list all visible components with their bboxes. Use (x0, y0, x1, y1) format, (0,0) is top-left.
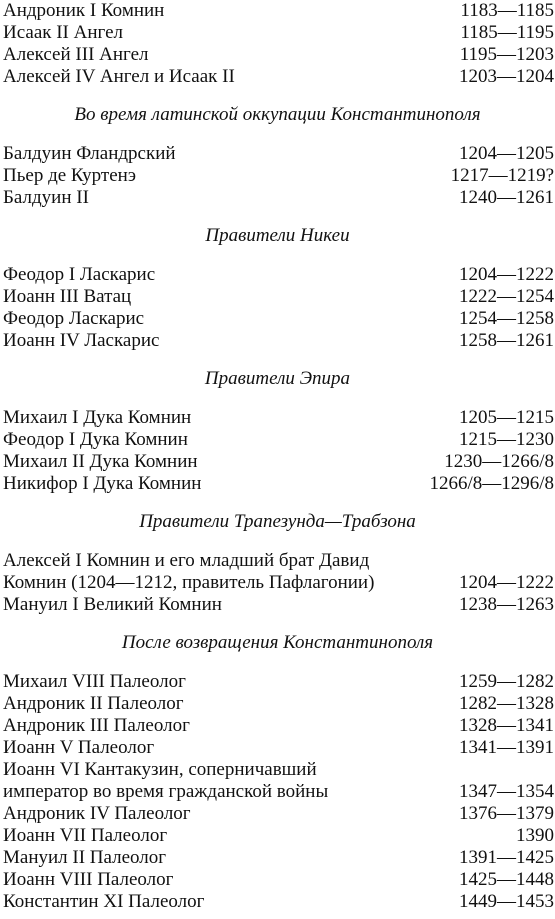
ruler-years: 1391—1425 (459, 847, 554, 868)
ruler-row (0, 451, 555, 473)
ruler-years: 1230—1266/8 (444, 451, 554, 472)
section-heading: Правители Трапезунда—Трабзона (139, 511, 416, 532)
ruler-name: Балдуин II (3, 187, 89, 208)
ruler-name: Иоанн VI Кантакузин, соперничавший (3, 759, 317, 780)
ruler-years: 1328—1341 (459, 715, 554, 736)
ruler-row (0, 165, 555, 187)
ruler-name: Комнин (1204—1212, правитель Пафлагонии) (3, 572, 375, 593)
ruler-name: Феодор I Дука Комнин (3, 429, 188, 450)
ruler-years: 1282—1328 (459, 693, 554, 714)
section-heading: Правители Эпира (204, 368, 351, 389)
ruler-row (0, 594, 555, 616)
ruler-row (0, 550, 555, 572)
ruler-row (0, 407, 555, 429)
ruler-name: Алексей IV Ангел и Исаак II (3, 66, 235, 87)
ruler-name: Исаак II Ангел (3, 22, 123, 43)
ruler-row (0, 737, 555, 759)
ruler-name: Михаил VIII Палеолог (3, 671, 186, 692)
ruler-years: 1185—1195 (460, 22, 554, 43)
section-latin-occupation (0, 143, 555, 209)
ruler-name: Андроник II Палеолог (3, 693, 184, 714)
ruler-years: 1222—1254 (459, 286, 554, 307)
ruler-name: Константин XI Палеолог (3, 891, 205, 912)
ruler-row (0, 825, 555, 847)
ruler-row (0, 715, 555, 737)
section-nicaea (0, 264, 555, 352)
ruler-name: Мануил I Великий Комнин (3, 594, 222, 615)
ruler-row (0, 473, 555, 495)
ruler-row (0, 264, 555, 286)
section-heading: Во время латинской оккупации Константинополя (74, 104, 481, 125)
ruler-name: Никифор I Дука Комнин (3, 473, 202, 494)
ruler-years: 1376—1379 (459, 803, 554, 824)
ruler-years: 1217—1219? (450, 165, 554, 186)
ruler-row (0, 0, 555, 22)
ruler-name: Михаил II Дука Комнин (3, 451, 198, 472)
ruler-name: Феодор I Ласкарис (3, 264, 156, 285)
ruler-row (0, 572, 555, 594)
ruler-name: Андроник IV Палеолог (3, 803, 191, 824)
ruler-row (0, 66, 555, 88)
ruler-years: 1390 (516, 825, 554, 846)
ruler-years: 1204—1205 (459, 143, 554, 164)
ruler-years: 1215—1230 (459, 429, 554, 450)
ruler-row (0, 22, 555, 44)
ruler-name: Иоанн VIII Палеолог (3, 869, 174, 890)
section-restoration (0, 671, 555, 913)
ruler-row (0, 330, 555, 352)
ruler-years: 1204—1222 (459, 264, 554, 285)
ruler-name: Пьер де Куртенэ (3, 165, 136, 186)
ruler-row (0, 308, 555, 330)
ruler-row (0, 187, 555, 209)
ruler-row (0, 781, 555, 803)
ruler-years: 1204—1222 (459, 572, 554, 593)
ruler-name: Мануил II Палеолог (3, 847, 167, 868)
ruler-years: 1254—1258 (459, 308, 554, 329)
ruler-name: Андроник I Комнин (3, 0, 165, 21)
section-continuation (0, 0, 555, 88)
ruler-name: Феодор Ласкарис (3, 308, 145, 329)
ruler-row (0, 803, 555, 825)
ruler-row (0, 759, 555, 781)
section-heading: Правители Никеи (205, 225, 350, 246)
ruler-row (0, 671, 555, 693)
ruler-row (0, 869, 555, 891)
section-epirus (0, 407, 555, 495)
ruler-row (0, 847, 555, 869)
ruler-years: 1195—1203 (459, 44, 554, 65)
ruler-years: 1266/8—1296/8 (429, 473, 554, 494)
ruler-name: Михаил I Дука Комнин (3, 407, 192, 428)
ruler-name: Алексей III Ангел (3, 44, 149, 65)
ruler-name: Балдуин Фландрский (3, 143, 176, 164)
ruler-years: 1258—1261 (459, 330, 554, 351)
ruler-years: 1238—1263 (459, 594, 554, 615)
ruler-name: Алексей I Комнин и его младший брат Давид (3, 550, 370, 571)
ruler-row (0, 286, 555, 308)
ruler-row (0, 429, 555, 451)
ruler-name: Андроник III Палеолог (3, 715, 190, 736)
section-trebizond (0, 550, 555, 616)
ruler-years: 1425—1448 (459, 869, 554, 890)
ruler-name: Иоанн VII Палеолог (3, 825, 168, 846)
ruler-years: 1240—1261 (459, 187, 554, 208)
ruler-years: 1347—1354 (459, 781, 554, 802)
ruler-years: 1203—1204 (459, 66, 554, 87)
ruler-row (0, 44, 555, 66)
ruler-row (0, 891, 555, 913)
ruler-years: 1259—1282 (459, 671, 554, 692)
section-heading: После возвращения Константинополя (121, 632, 434, 653)
ruler-name: император во время гражданской войны (3, 781, 329, 802)
ruler-name: Иоанн V Палеолог (3, 737, 155, 758)
ruler-row (0, 693, 555, 715)
ruler-name: Иоанн IV Ласкарис (3, 330, 160, 351)
ruler-years: 1183—1185 (460, 0, 554, 21)
ruler-name: Иоанн III Ватац (3, 286, 132, 307)
ruler-years: 1341—1391 (459, 737, 554, 758)
ruler-years: 1449—1453 (459, 891, 554, 912)
ruler-row (0, 143, 555, 165)
ruler-years: 1205—1215 (459, 407, 554, 428)
